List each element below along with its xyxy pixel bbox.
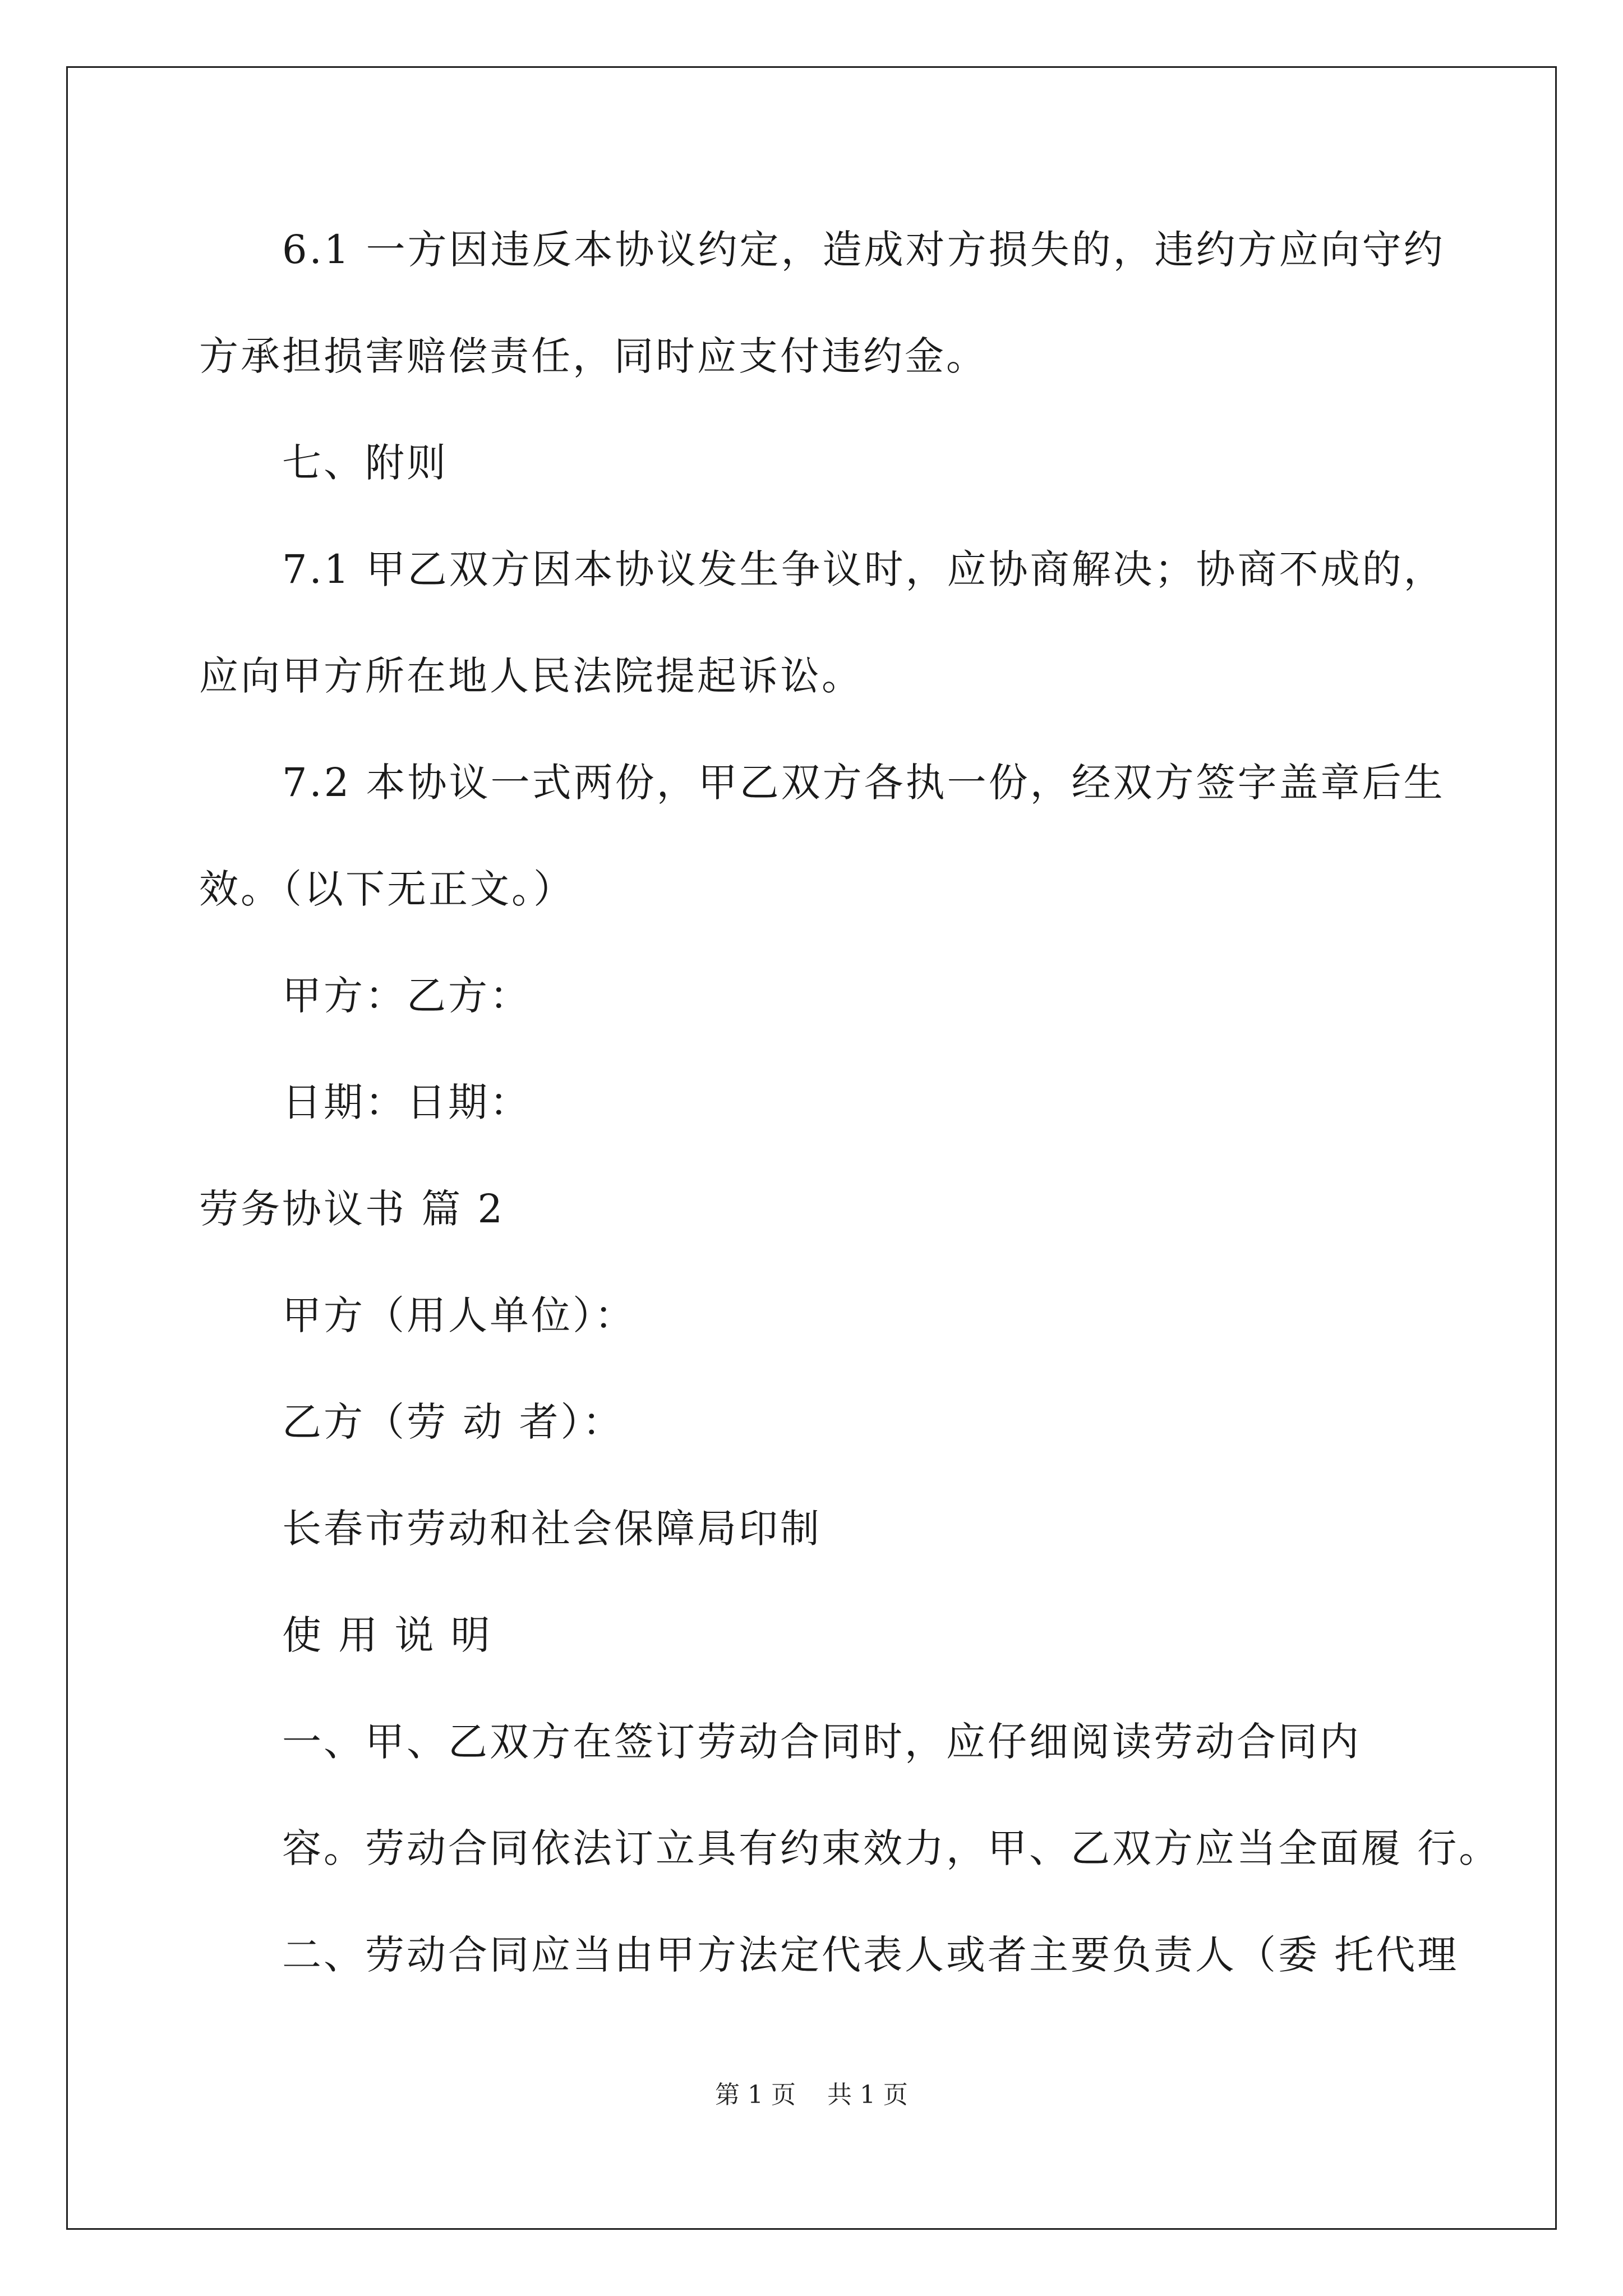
clause-7-1-line-2: 应向甲方所在地人民法院提起诉讼。 (199, 653, 863, 699)
section-7-heading: 七、附则 (282, 440, 448, 486)
page-number-footer: 第 1 页 共 1 页 (715, 2081, 908, 2109)
instructions-heading: 使 用 说 明 (282, 1612, 492, 1658)
signature-parties: 甲方：乙方： (282, 973, 531, 1019)
clause-6-1-line-2: 方承担损害赔偿责任，同时应支付违约金。 (199, 333, 988, 379)
clause-7-2-line-1: 7.2 本协议一式两份，甲乙双方各执一份，经双方签字盖章后生 (282, 760, 1445, 806)
party-a-label: 甲方（用人单位）： (282, 1292, 636, 1338)
instruction-1-line-2: 容。劳动合同依法订立具有约束效力，甲、乙双方应当全面履 行。 (282, 1825, 1501, 1871)
instruction-1-line-1: 一、甲、乙双方在签订劳动合同时，应仔细阅读劳动合同内 (282, 1719, 1361, 1765)
document-subtitle: 劳务协议书 篇 2 (199, 1186, 505, 1232)
instruction-2-line-1: 二、劳动合同应当由甲方法定代表人或者主要负责人（委 托代理 (282, 1932, 1459, 1978)
clause-7-2-line-2: 效。（以下无正文。） (199, 866, 575, 912)
issuer-line: 长春市劳动和社会保障局印制 (282, 1506, 822, 1552)
clause-6-1-line-1: 6.1 一方因违反本协议约定，造成对方损失的，违约方应向守约 (282, 227, 1445, 273)
party-b-label: 乙方（劳 动 者）： (282, 1399, 624, 1445)
signature-dates: 日期：日期： (282, 1079, 531, 1125)
clause-7-1-line-1: 7.1 甲乙双方因本协议发生争议时，应协商解决；协商不成的， (282, 546, 1445, 592)
page-border (66, 66, 1557, 2230)
